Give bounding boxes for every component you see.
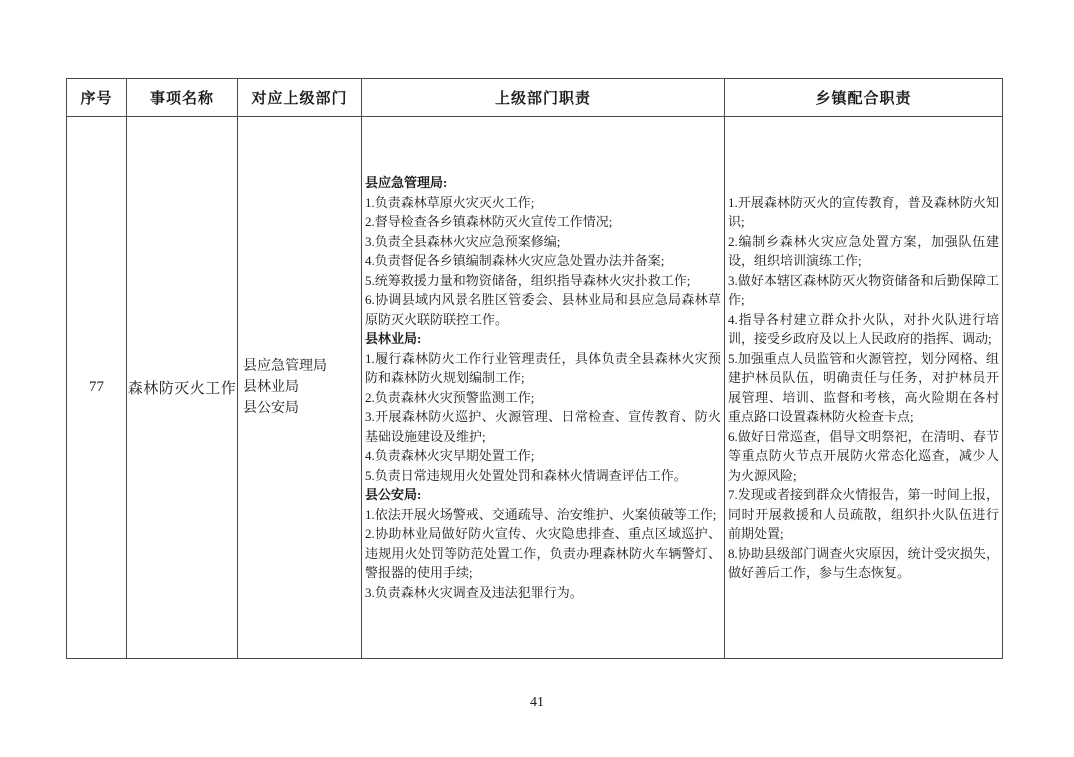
duty-line: 1.履行森林防火工作行业管理责任，具体负责全县森林火灾预防和森林防火规划编制工作; — [365, 350, 721, 385]
duty-line: 5.负责日常违规用火处置处罚和森林火情调查评估工作。 — [365, 467, 687, 483]
duty-line: 5.统筹救援力量和物资储备，组织指导森林火灾扑救工作; — [365, 272, 691, 288]
duty-line: 4.负责督促各乡镇编制森林火灾应急处置办法并备案; — [365, 253, 665, 268]
duty-line: 4.负责森林火灾早期处置工作; — [365, 448, 535, 463]
cell-seq: 77 — [67, 117, 127, 659]
duty-line: 3.负责全县森林火灾应急预案修编; — [365, 233, 561, 249]
duty-line: 3.开展森林防火巡护、火源管理、日常检查、宣传教育、防火基础设施建设及维护; — [365, 409, 721, 444]
duty-line: 6.做好日常巡查，倡导文明祭祀，在清明、春节等重点防火节点开展防火常态化巡查，减少人为火源风险; — [728, 428, 999, 483]
duty-line: 5.加强重点人员监管和火源管控，划分网格、组建护林员队伍，明确责任与任务，对护林员开展管理、培训、监督和考核，高火险期在各村重点路口设置森林防火检查卡点; — [728, 350, 999, 424]
duty-line: 8.协助县级部门调查火灾原因，统计受灾损失，做好善后工作，参与生态恢复。 — [728, 545, 999, 580]
cell-departments — [238, 117, 362, 659]
duty-line: 2.负责森林火灾预警监测工作; — [365, 389, 535, 405]
duty-line: 1.依法开展火场警戒、交通疏导、治安维护、火案侦破等工作; — [365, 506, 717, 522]
dept-section-title: 县应急管理局: — [365, 175, 448, 190]
responsibility-table — [66, 78, 1003, 659]
col-header-superior-dept: 对应上级部门 — [238, 79, 362, 117]
cell-township-duties — [725, 117, 1003, 659]
header-row — [67, 79, 1003, 117]
duty-line: 3.负责森林火灾调查及违法犯罪行为。 — [365, 584, 583, 600]
department-line: 县林业局 — [243, 380, 299, 395]
page-number: 41 — [530, 695, 544, 710]
col-header-seq: 序号 — [67, 79, 127, 117]
duty-line: 2.督导检查各乡镇森林防灭火宣传工作情况; — [365, 214, 613, 229]
cell-item-name: 森林防灭火工作 — [127, 117, 238, 659]
duty-line: 6.协调县域内风景名胜区管委会、县林业局和县应急局森林草原防灭火联防联控工作。 — [365, 292, 721, 327]
col-header-township-duties: 乡镇配合职责 — [725, 79, 1003, 117]
cell-superior-duties — [362, 117, 725, 659]
duty-line: 1.开展森林防灭火的宣传教育，普及森林防火知识; — [728, 194, 999, 229]
dept-section-title: 县林业局: — [365, 331, 422, 346]
col-header-item-name: 事项名称 — [127, 79, 238, 117]
duty-line: 7.发现或者接到群众火情报告，第一时间上报，同时开展救援和人员疏散，组织扑火队伍进行前期处置; — [728, 487, 999, 541]
duty-line: 3.做好本辖区森林防灭火物资储备和后勤保障工作; — [728, 272, 999, 307]
table-row — [67, 117, 1003, 659]
duty-line: 2.编制乡森林火灾应急处置方案，加强队伍建设，组织培训演练工作; — [728, 233, 999, 268]
duty-line: 4.指导各村建立群众扑火队，对扑火队进行培训，接受乡政府及以上人民政府的指挥、调动; — [728, 311, 999, 346]
col-header-superior-duties: 上级部门职责 — [362, 79, 725, 117]
duty-line: 2.协助林业局做好防火宣传、火灾隐患排查、重点区域巡护、违规用火处罚等防范处置工作，负责办理森林防火车辆警灯、警报器的使用手续; — [365, 526, 721, 580]
duty-line: 1.负责森林草原火灾灭火工作; — [365, 194, 535, 210]
department-line: 县公安局 — [243, 401, 299, 416]
department-line: 县应急管理局 — [243, 359, 327, 374]
dept-section-title: 县公安局: — [365, 487, 422, 502]
